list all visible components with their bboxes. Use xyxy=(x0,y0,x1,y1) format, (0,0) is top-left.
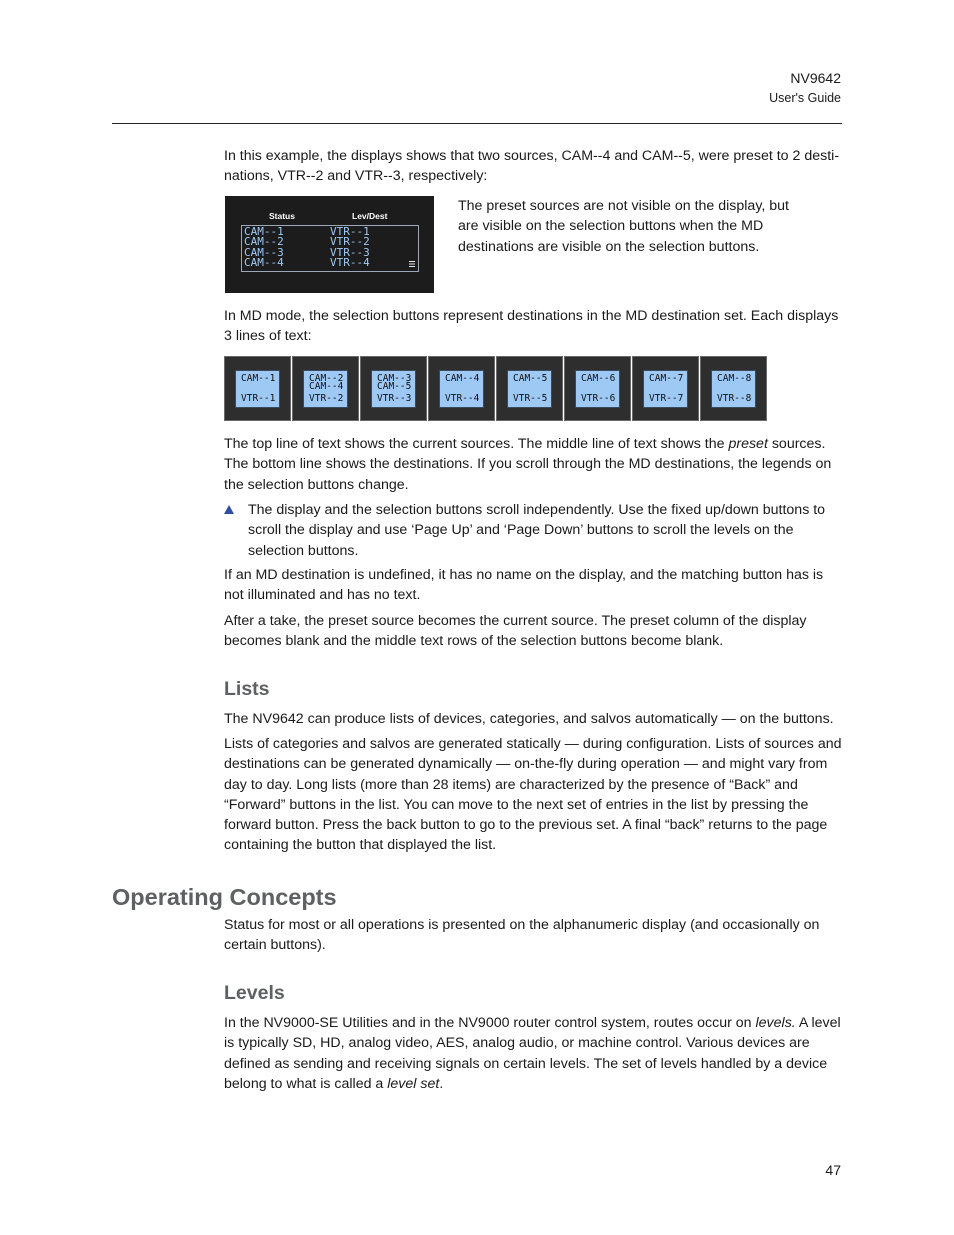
lists-heading: Lists xyxy=(224,678,270,700)
button-top-line: CAM--2 xyxy=(309,373,344,384)
display-dest-column xyxy=(330,227,370,269)
preset-emphasis: preset xyxy=(728,436,768,452)
button-middle-line: CAM--4 xyxy=(309,381,344,392)
note-bullet xyxy=(224,500,842,561)
selection-button-1[interactable] xyxy=(224,356,291,421)
button-top-line: CAM--5 xyxy=(513,373,548,384)
selection-button-2[interactable] xyxy=(292,356,359,421)
doc-subtitle: User's Guide xyxy=(769,91,841,105)
page-number: 47 xyxy=(825,1162,841,1178)
button-bottom-line: VTR--7 xyxy=(649,393,684,404)
md-mode-paragraph: In MD mode, the selection buttons represent destinations in the MD destination set. Each displays 3 lines of text: xyxy=(224,308,839,345)
display-levdest-header: Lev/Dest xyxy=(352,211,388,221)
button-bottom-line: VTR--5 xyxy=(513,393,548,404)
button-top-line: CAM--1 xyxy=(241,373,276,384)
display-dest-row: VTR--1 xyxy=(330,225,370,238)
button-top-line: CAM--4 xyxy=(445,373,480,384)
display-side-note: The preset sources are not visible on the display, but are visible on the selection buttons when the MD destinations are visible on the selection buttons. xyxy=(458,198,789,255)
selection-button-4[interactable] xyxy=(428,356,495,421)
display-source-row: CAM--1 xyxy=(244,225,284,238)
selection-button-6[interactable] xyxy=(564,356,631,421)
after-take-paragraph: After a take, the preset source becomes the current source. The preset column of the display becomes blank and the middle text rows of the selection buttons become blank. xyxy=(224,613,807,650)
doc-title: NV9642 xyxy=(790,70,841,86)
button-bottom-line: VTR--3 xyxy=(377,393,412,404)
alphanumeric-display xyxy=(225,196,434,293)
display-source-row: CAM--2 xyxy=(244,235,284,249)
undefined-dest-paragraph: If an MD destination is undefined, it has no name on the display, and the matching button has is not illuminated and has no text. xyxy=(224,567,824,604)
button-top-line: CAM--7 xyxy=(649,373,684,384)
levels-emphasis: levels. xyxy=(755,1015,796,1031)
display-source-row: CAM--3 xyxy=(244,245,284,259)
selection-buttons-row xyxy=(224,356,768,421)
selection-button-7[interactable] xyxy=(632,356,699,421)
display-content-box xyxy=(241,225,419,272)
header-divider xyxy=(112,123,842,124)
button-top-line: CAM--3 xyxy=(377,373,412,384)
button-bottom-line: VTR--6 xyxy=(581,393,616,404)
lists-paragraph-1: The NV9642 can produce lists of devices, categories, and salvos automatically — on the buttons. xyxy=(224,711,834,727)
display-source-row: CAM--4 xyxy=(244,256,284,270)
levels-text-a: In the NV9000-SE Utilities and in the NV9000 router control system, routes occur on xyxy=(224,1015,756,1031)
display-dest-row: VTR--4 xyxy=(330,256,370,270)
levels-text-c: . xyxy=(439,1075,444,1092)
display-dest-row: VTR--2 xyxy=(330,235,370,249)
top-line-text-b: sources. The bottom line shows the destinations. If you scroll through the MD destinations, the legends on the selection buttons change. xyxy=(224,436,832,493)
scroll-indicator-icon xyxy=(409,261,415,267)
lists-paragraph-2: Lists of categories and salvos are generated statically — during configuration. Lists of sources and destinations can be generated dynamically — on-the-fly during operation — and might vary from day to day. Long lists (more than 28 items) are characterized by the presence of “Back” and “Forward” buttons in the list. You can move to the next set of entries in the list by pressing the forward button. Press the back button to go to the previous set. A final “back” returns to the page containing the button that displayed the list. xyxy=(224,736,842,854)
operating-concepts-heading: Operating Concepts xyxy=(112,884,337,910)
level-set-emphasis: level set xyxy=(387,1075,440,1092)
top-line-text-a: The top line of text shows the current sources. The middle line of text shows the xyxy=(224,436,729,452)
levels-paragraph xyxy=(224,1013,842,1094)
bullet-text: The display and the selection buttons scroll independently. Use the fixed up/down buttons to scroll the display and use ‘Page Up’ and ‘Page Down’ buttons to scroll the levels on the selection buttons. xyxy=(248,502,826,559)
levels-text-b: A level is typically SD, HD, analog video, AES, analog audio, or machine control. Various devices are defined as sending and receiving signals on certain levels. The set of levels handled by a device belong to what is called a xyxy=(224,1015,841,1092)
triangle-bullet-icon xyxy=(224,505,234,514)
selection-button-3[interactable] xyxy=(360,356,427,421)
button-middle-line: CAM--5 xyxy=(377,381,412,392)
button-top-line: CAM--8 xyxy=(717,373,752,384)
button-top-line: CAM--6 xyxy=(581,373,616,384)
levels-heading: Levels xyxy=(224,982,285,1004)
button-bottom-line: VTR--4 xyxy=(445,393,480,404)
display-status-header: Status xyxy=(269,211,295,221)
operating-paragraph: Status for most or all operations is presented on the alphanumeric display (and occasionally on certain buttons). xyxy=(224,917,820,954)
button-bottom-line: VTR--2 xyxy=(309,393,344,404)
selection-button-8[interactable] xyxy=(700,356,767,421)
button-bottom-line: VTR--1 xyxy=(241,393,276,404)
display-dest-row: VTR--3 xyxy=(330,245,370,259)
button-bottom-line: VTR--8 xyxy=(717,393,752,404)
display-source-column xyxy=(244,227,284,269)
selection-button-5[interactable] xyxy=(496,356,563,421)
intro-paragraph: In this example, the displays shows that two sources, CAM--4 and CAM--5, were preset to 2 desti-nations, VTR--2 and VTR--3, respectively: xyxy=(224,148,840,185)
top-line-paragraph xyxy=(224,434,842,495)
